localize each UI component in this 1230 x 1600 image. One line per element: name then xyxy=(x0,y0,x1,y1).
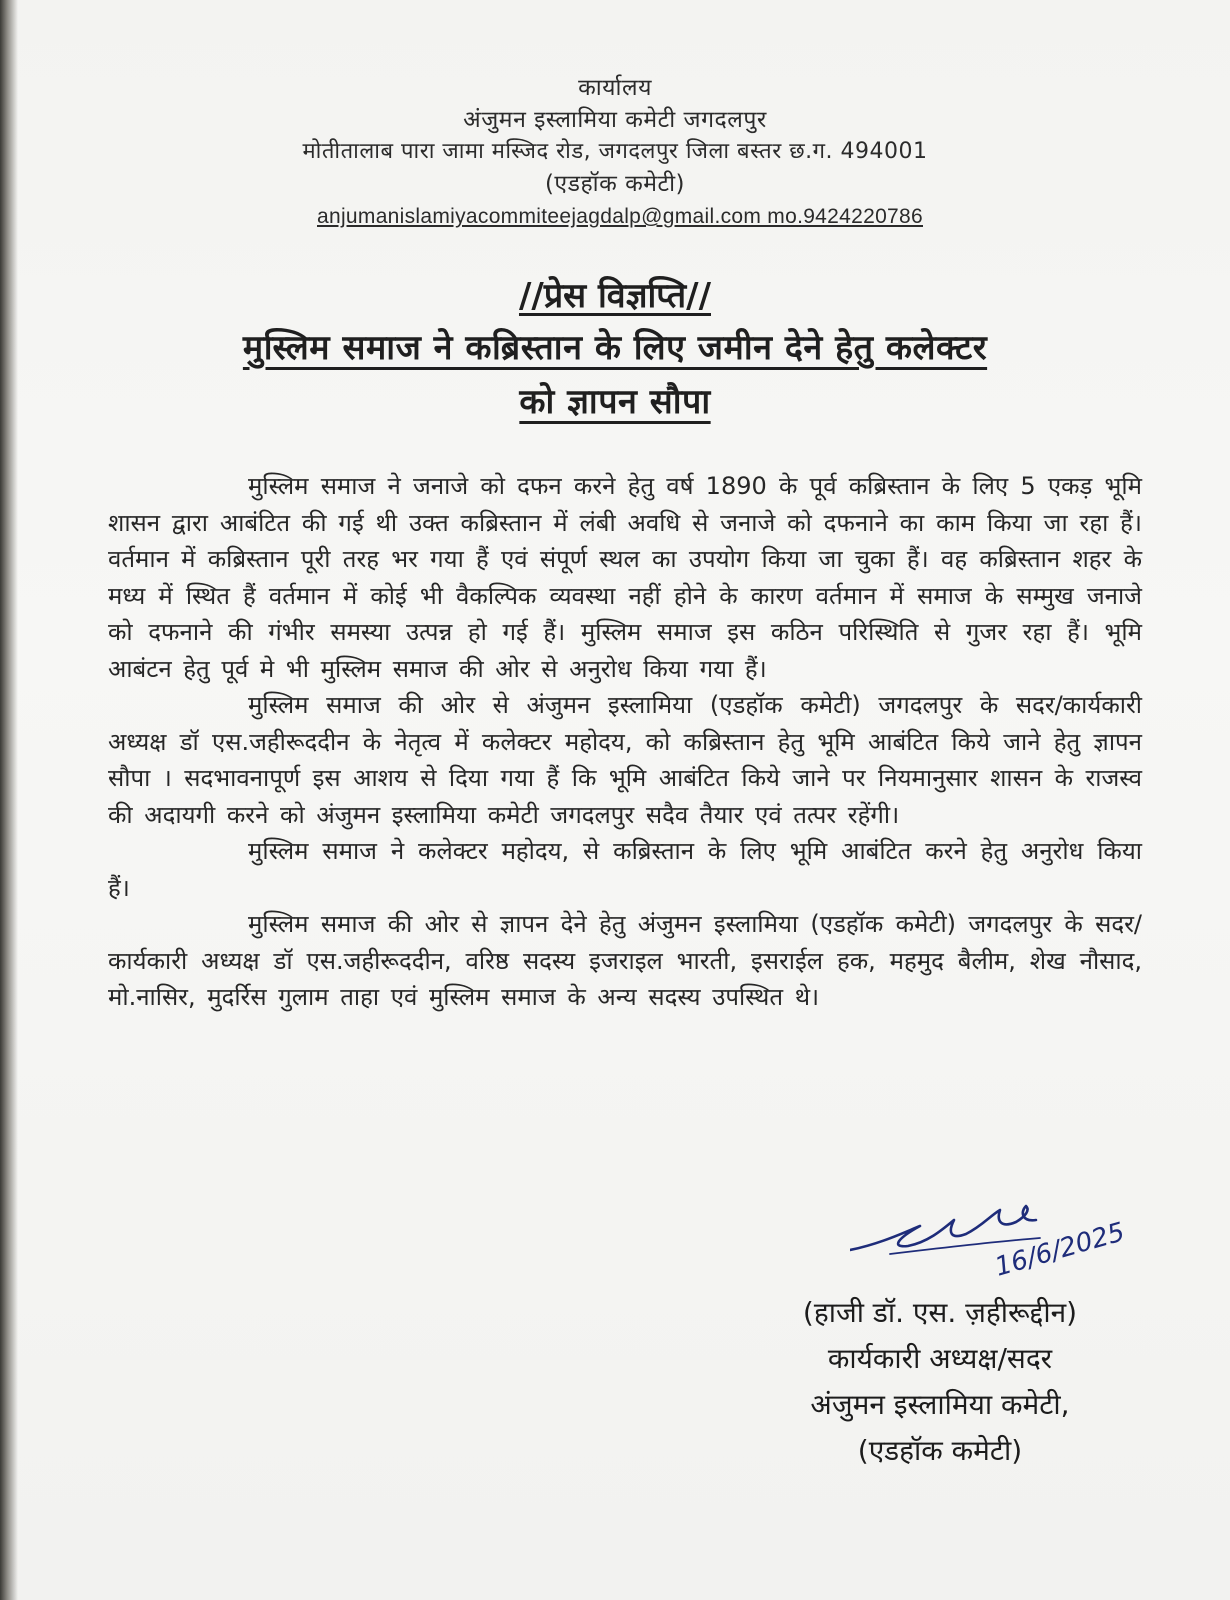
signatory-name: (हाजी डॉ. एस. ज़हीरूद्दीन) xyxy=(802,1296,1078,1329)
body-paragraph-1: मुस्लिम समाज ने जनाजे को दफन करने हेतु वर्ष 1890 के पूर्व कब्रिस्तान के लिए 5 एकड़ भूमि शासन द्वारा आबंटित की गई थी उक्त कब्रिस्तान में लंबी अवधि से जनाजे को दफनाने का काम किया जा रहा हैं। वर्तमान में कब्रिस्तान पूरी तरह भर गया हैं एवं संपूर्ण स्थल का उपयोग किया जा चुका हैं। वह कब्रिस्तान शहर के मध्य में स्थित हैं वर्तमान में कोई भी वैकल्पिक व्यवस्था नहीं होने के कारण वर्तमान में समाज के सम्मुख जनाजे को दफनाने की गंभीर समस्या उत्पन्न हो गई हैं। मुस्लिम समाज इस कठिन परिस्थिति से गुजर रहा हैं। भूमि आबंटन हेतु पूर्व मे भी मुस्लिम समाज की ओर से अनुरोध किया गया हैं। xyxy=(108,472,1142,683)
press-release-body xyxy=(108,468,1142,1016)
body-paragraph-4: मुस्लिम समाज की ओर से ज्ञापन देने हेतु अंजुमन इस्लामिया (एडहॉक कमेटी) जगदलपुर के सदर/कार्यकारी अध्यक्ष डॉ एस.जहीरूददीन, वरिष्ठ सदस्य इजराइल भारती, इसराईल हक, महमुद बैलीम, शेख नौसाद, मो.नासिर, मुदर्रिस गुलाम ताहा एवं मुस्लिम समाज के अन्य सदस्य उपस्थित थे। xyxy=(108,910,1142,1011)
handwritten-signature xyxy=(850,1192,1150,1302)
headline-line-1: मुस्लिम समाज ने कब्रिस्तान के लिए जमीन देने हेतु कलेक्टर xyxy=(242,328,988,368)
press-release-label: //प्रेस विज्ञप्ति// xyxy=(518,276,711,316)
signatory-org: अंजुमन इस्लामिया कमेटी, xyxy=(810,1388,1070,1421)
letterhead-contact: anjumanislamiyacommiteejagdalp@gmail.com mo.9424220786 xyxy=(317,205,923,228)
body-paragraph-3: मुस्लिम समाज ने कलेक्टर महोदय, से कब्रिस्तान के लिए भूमि आबंटित करने हेतु अनुरोध किया हैं। xyxy=(108,837,1142,902)
letterhead-address: मोतीतालाब पारा जामा मस्जिद रोड, जगदलपुर जिला बस्तर छ.ग. 494001 xyxy=(302,139,928,164)
signature-date: 16/6/2025 xyxy=(991,1217,1129,1283)
signatory-designation: कार्यकारी अध्यक्ष/सदर xyxy=(827,1342,1053,1375)
headline-line-2: को ज्ञापन सौपा xyxy=(519,382,711,422)
signatory-committee-type: (एडहॉक कमेटी) xyxy=(857,1434,1023,1467)
letterhead xyxy=(0,72,1230,234)
paper-edge-shadow xyxy=(0,0,18,1600)
body-paragraph-2: मुस्लिम समाज की ओर से अंजुमन इस्लामिया (एडहॉक कमेटी) जगदलपुर के सदर/कार्यकारी अध्यक्ष डॉ एस.जहीरूददीन के नेतृत्व में कलेक्टर महोदय, को कब्रिस्तान हेतु भूमि आबंटित किये जाने हेतु ज्ञापन सौपा । सदभावनापूर्ण इस आशय से दिया गया हैं कि भूमि आबंटित किये जाने पर नियमानुसार शासन के राजस्व की अदायगी करने को अंजुमन इस्लामिया कमेटी जगदलपुर सदैव तैयार एवं तत्पर रहेंगी। xyxy=(108,691,1142,829)
letterhead-org-name: अंजुमन इस्लामिया कमेटी जगदलपुर xyxy=(463,107,767,133)
signatory-block xyxy=(730,1290,1150,1474)
letterhead-office: कार्यालय xyxy=(578,75,652,101)
letterhead-committee-type: (एडहॉक कमेटी) xyxy=(544,171,686,197)
signature-stroke xyxy=(850,1206,1036,1250)
press-release-heading xyxy=(0,272,1230,428)
